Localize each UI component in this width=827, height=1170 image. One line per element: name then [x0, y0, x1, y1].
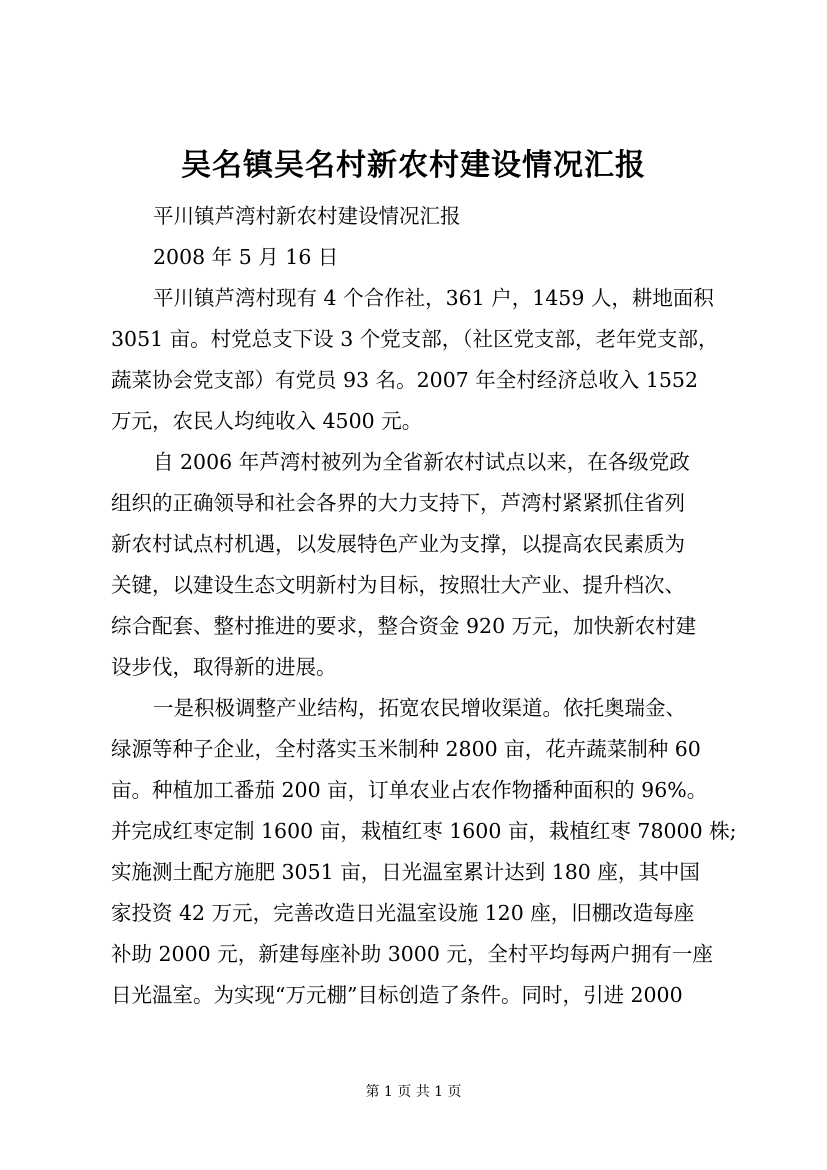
text-line: 实施测土配方施肥 3051 亩，日光温室累计达到 180 座，其中国 [111, 860, 700, 884]
text-line: 新农村试点村机遇，以发展特色产业为支撑，以提高农民素质为 [111, 532, 685, 556]
document-title: 吴名镇吴名村新农村建设情况汇报 [181, 148, 646, 183]
text-line: 绿源等种子企业，全村落实玉米制种 2800 亩，花卉蔬菜制种 60 [111, 737, 701, 761]
text-line: 自 2006 年芦湾村被列为全省新农村试点以来，在各级党政 [153, 450, 690, 474]
text-line: 日光温室。为实现“万元棚”目标创造了条件。同时，引进 2000 [111, 983, 683, 1007]
text-line: 关键，以建设生态文明新村为目标，按照壮大产业、提升档次、 [111, 573, 685, 597]
text-line: 亩。种植加工番茄 200 亩，订单农业占农作物播种面积的 96%。 [111, 778, 708, 802]
document-body [111, 196, 741, 1016]
text-line: 平川镇芦湾村现有 4 个合作社，361 户，1459 人，耕地面积 [153, 286, 714, 310]
text-line: 万元，农民人均纯收入 4500 元。 [111, 409, 423, 433]
text-line: 并完成红枣定制 1600 亩，栽植红枣 1600 亩，栽植红枣 78000 株; [111, 819, 737, 843]
text-line: 补助 2000 元，新建每座补助 3000 元，全村平均每两户拥有一座 [111, 942, 713, 966]
text-line: 组织的正确领导和社会各界的大力支持下，芦湾村紧紧抓住省列 [111, 491, 685, 515]
text-line: 蔬菜协会党支部）有党员 93 名。2007 年全村经济总收入 1552 [111, 368, 698, 392]
text-line: 平川镇芦湾村新农村建设情况汇报 [153, 204, 461, 228]
text-line: 家投资 42 万元，完善改造日光温室设施 120 座，旧棚改造每座 [111, 901, 695, 925]
text-line: 2008 年 5 月 16 日 [153, 245, 339, 269]
text-line: 3051 亩。村党总支下设 3 个党支部，（社区党支部，老年党支部， [111, 327, 719, 351]
page-footer: 第 1 页 共 1 页 [365, 1084, 462, 1100]
text-line: 一是积极调整产业结构，拓宽农民增收渠道。依托奥瑞金、 [153, 696, 686, 720]
text-line: 设步伐，取得新的进展。 [111, 655, 337, 679]
text-line: 综合配套、整村推进的要求，整合资金 920 万元，加快新农村建 [111, 614, 697, 638]
